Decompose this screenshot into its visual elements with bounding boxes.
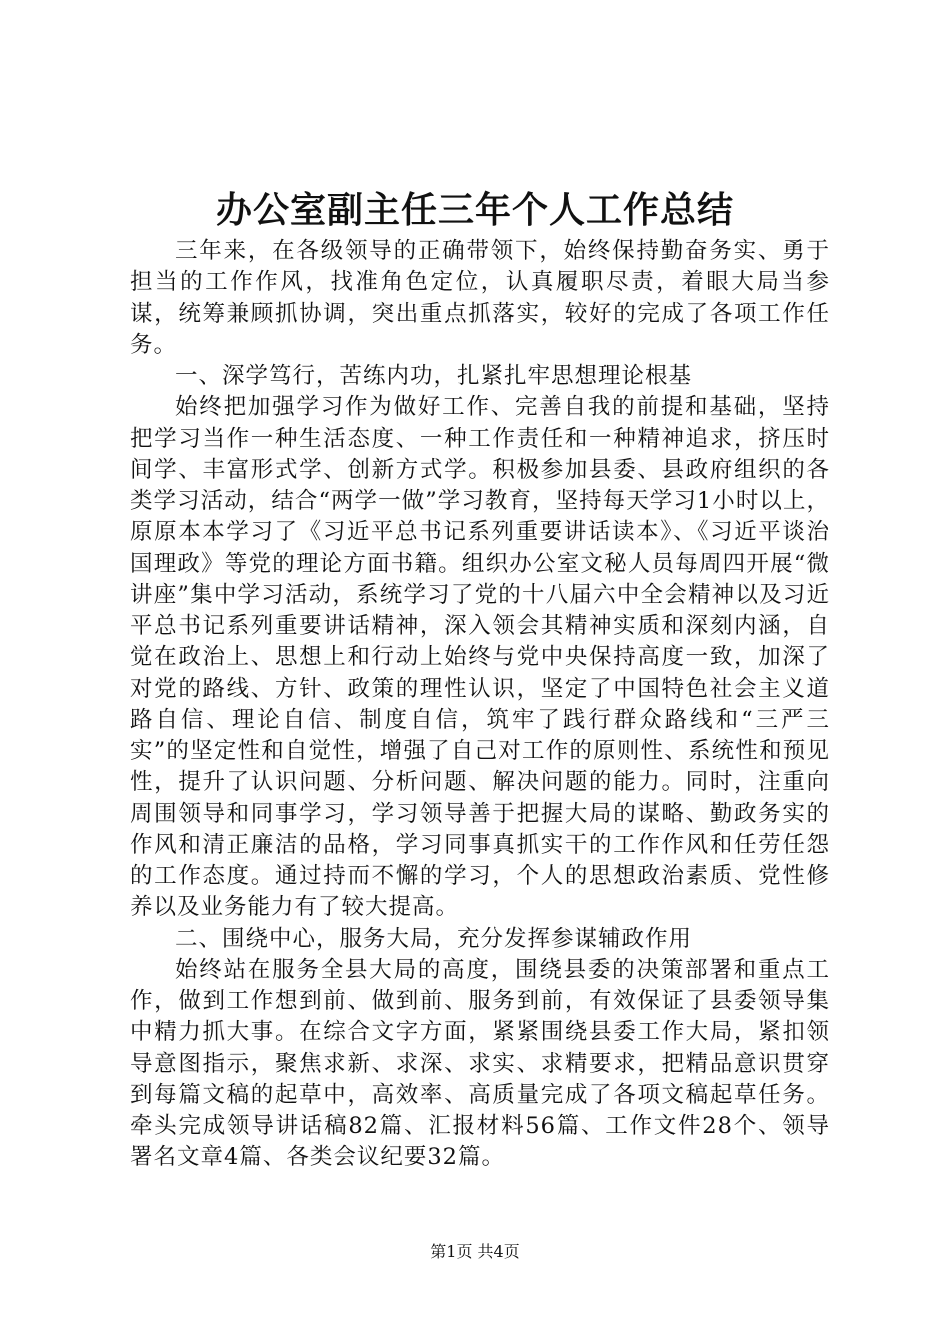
- section-heading-2: 二、围绕中心，服务大局，充分发挥参谋辅政作用: [175, 925, 693, 952]
- document-body: [130, 236, 830, 1174]
- section-heading-1: 一、深学笃行，苦练内功，扎紧扎牢思想理论根基: [175, 363, 693, 389]
- paragraph-intro: 三年来，在各级领导的正确带领下，始终保持勤奋务实、勇于担当的工作作风，找准角色定位，认真履职尽责，着眼大局当参谋，统筹兼顾抓协调，突出重点抓落实，较好的完成了各项工作任务。: [130, 238, 830, 358]
- paragraph-section-1: 始终把加强学习作为做好工作、完善自我的前提和基础，坚持把学习当作一种生活态度、一种工作责任和一种精神追求，挤压时间学、丰富形式学、创新方式学。积极参加县委、县政府组织的各类学习活动，结合“两学一做”学习教育，坚持每天学习1小时以上，原原本本学习了《习近平总书记系列重要讲话读本》、《习近平谈治国理政》等党的理论方面书籍。组织办公室文秘人员每周四开展“微讲座”集中学习活动，系统学习了党的十八届六中全会精神以及习近平总书记系列重要讲话精神，深入领会其精神实质和深刻内涵，自觉在政治上、思想上和行动上始终与党中央保持高度一致，加深了对党的路线、方针、政策的理性认识，坚定了中国特色社会主义道路自信、理论自信、制度自信，筑牢了践行群众路线和“三严三实”的坚定性和自觉性，增强了自己对工作的原则性、系统性和预见性，提升了认识问题、分析问题、解决问题的能力。同时，注重向周围领导和同事学习，学习领导善于把握大局的谋略、勤政务实的作风和清正廉洁的品格，学习同事真抓实干的工作作风和任劳任怨的工作态度。通过持而不懈的学习，个人的思想政治素质、党性修养以及业务能力有了较大提高。: [130, 394, 830, 921]
- page-number-footer: 第1页 共4页: [430, 1242, 520, 1261]
- paragraph-section-2: 始终站在服务全县大局的高度，围绕县委的决策部署和重点工作，做到工作想到前、做到前、服务到前，有效保证了县委领导集中精力抓大事。在综合文字方面，紧紧围绕县委工作大局，紧扣领导意图指示，聚焦求新、求深、求实、求精要求，把精品意识贯穿到每篇文稿的起草中，高效率、高质量完成了各项文稿起草任务。牵头完成领导讲话稿82篇、汇报材料56篇、工作文件28个、领导署名文章4篇、各类会议纪要32篇。: [130, 956, 830, 1171]
- document-title: 办公室副主任三年个人工作总结: [215, 189, 734, 231]
